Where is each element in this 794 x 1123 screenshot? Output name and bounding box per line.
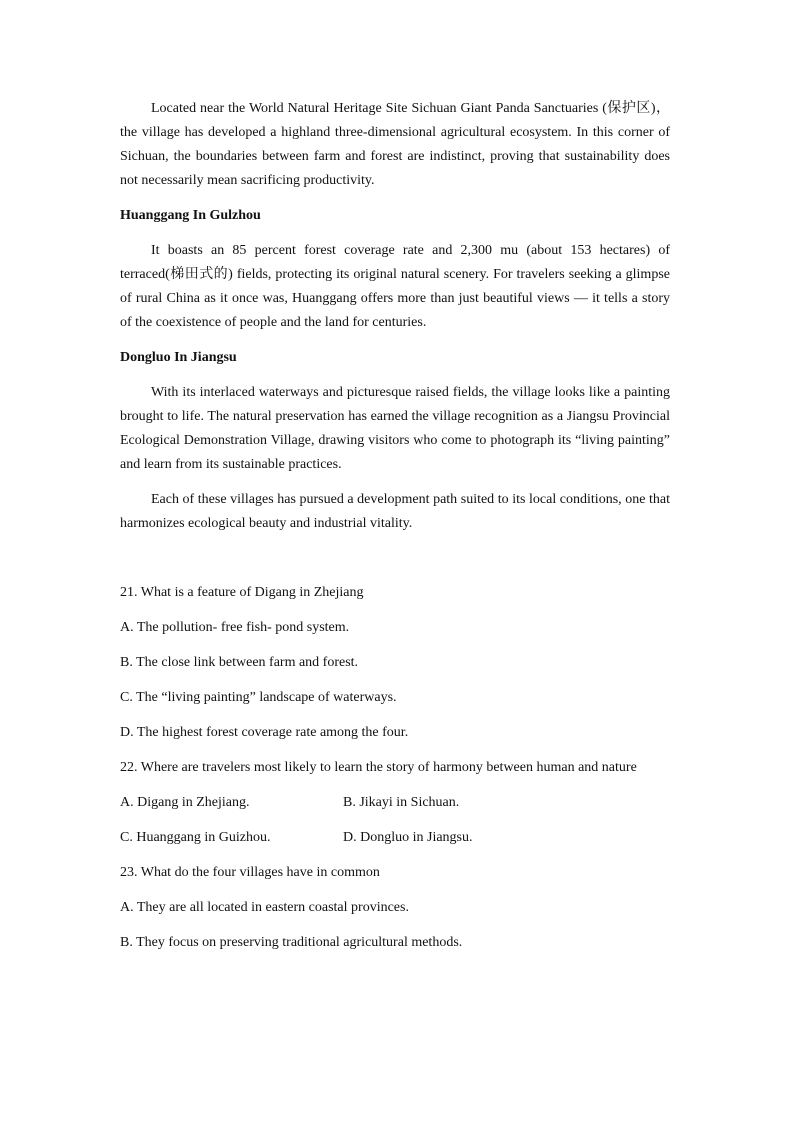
question-22-option-d: D. Dongluo in Jiangsu.	[343, 830, 473, 845]
question-22-options-row-1	[120, 791, 670, 815]
question-23-option-b: B. They focus on preserving traditional agricultural methods.	[120, 935, 463, 950]
question-23-stem: 23. What do the four villages have in common	[120, 865, 380, 880]
paragraph-jikayi: Located near the World Natural Heritage Site Sichuan Giant Panda Sanctuaries (保护区)，the village has developed a highland three-dimensional agricultural ecosystem. In this corner of Sichuan, the boundaries between farm and forest are indistinct, proving that sustainability does not necessarily mean sacrificing productivity.	[120, 101, 670, 188]
paragraph-conclusion: Each of these villages has pursued a development path suited to its local conditions, one that harmonizes ecological beauty and industrial vitality.	[120, 492, 670, 531]
question-21-option-d: D. The highest forest coverage rate among the four.	[120, 725, 409, 740]
question-21-option-c: C. The “living painting” landscape of waterways.	[120, 690, 397, 705]
heading-huanggang: Huanggang In Gulzhou	[120, 208, 261, 223]
paragraph-dongluo: With its interlaced waterways and picturesque raised fields, the village looks like a painting brought to life. The natural preservation has earned the village recognition as a Jiangsu Provincial Ecological Demonstration Village, drawing visitors who come to photograph its “living painting” and learn from its sustainable practices.	[120, 385, 670, 472]
question-22-options-row-2	[120, 826, 670, 850]
question-23-option-a: A. They are all located in eastern coastal provinces.	[120, 900, 409, 915]
page-content	[120, 97, 670, 955]
question-21-stem: 21. What is a feature of Digang in Zhejiang	[120, 585, 364, 600]
paragraph-huanggang: It boasts an 85 percent forest coverage rate and 2,300 mu (about 153 hectares) of terraced(梯田式的) fields, protecting its original natural scenery. For travelers seeking a glimpse of rural China as it once was, Huanggang offers more than just beautiful views — it tells a story of the coexistence of people and the land for centuries.	[120, 243, 670, 330]
question-22-stem: 22. Where are travelers most likely to learn the story of harmony between human and nature	[120, 760, 637, 775]
question-22-option-b: B. Jikayi in Sichuan.	[343, 795, 460, 810]
question-21-option-a: A. The pollution- free fish- pond system.	[120, 620, 350, 635]
question-22-option-c: C. Huanggang in Guizhou.	[120, 830, 271, 845]
question-21-option-b: B. The close link between farm and forest.	[120, 655, 359, 670]
heading-dongluo: Dongluo In Jiangsu	[120, 350, 237, 365]
question-22-option-a: A. Digang in Zhejiang.	[120, 795, 250, 810]
